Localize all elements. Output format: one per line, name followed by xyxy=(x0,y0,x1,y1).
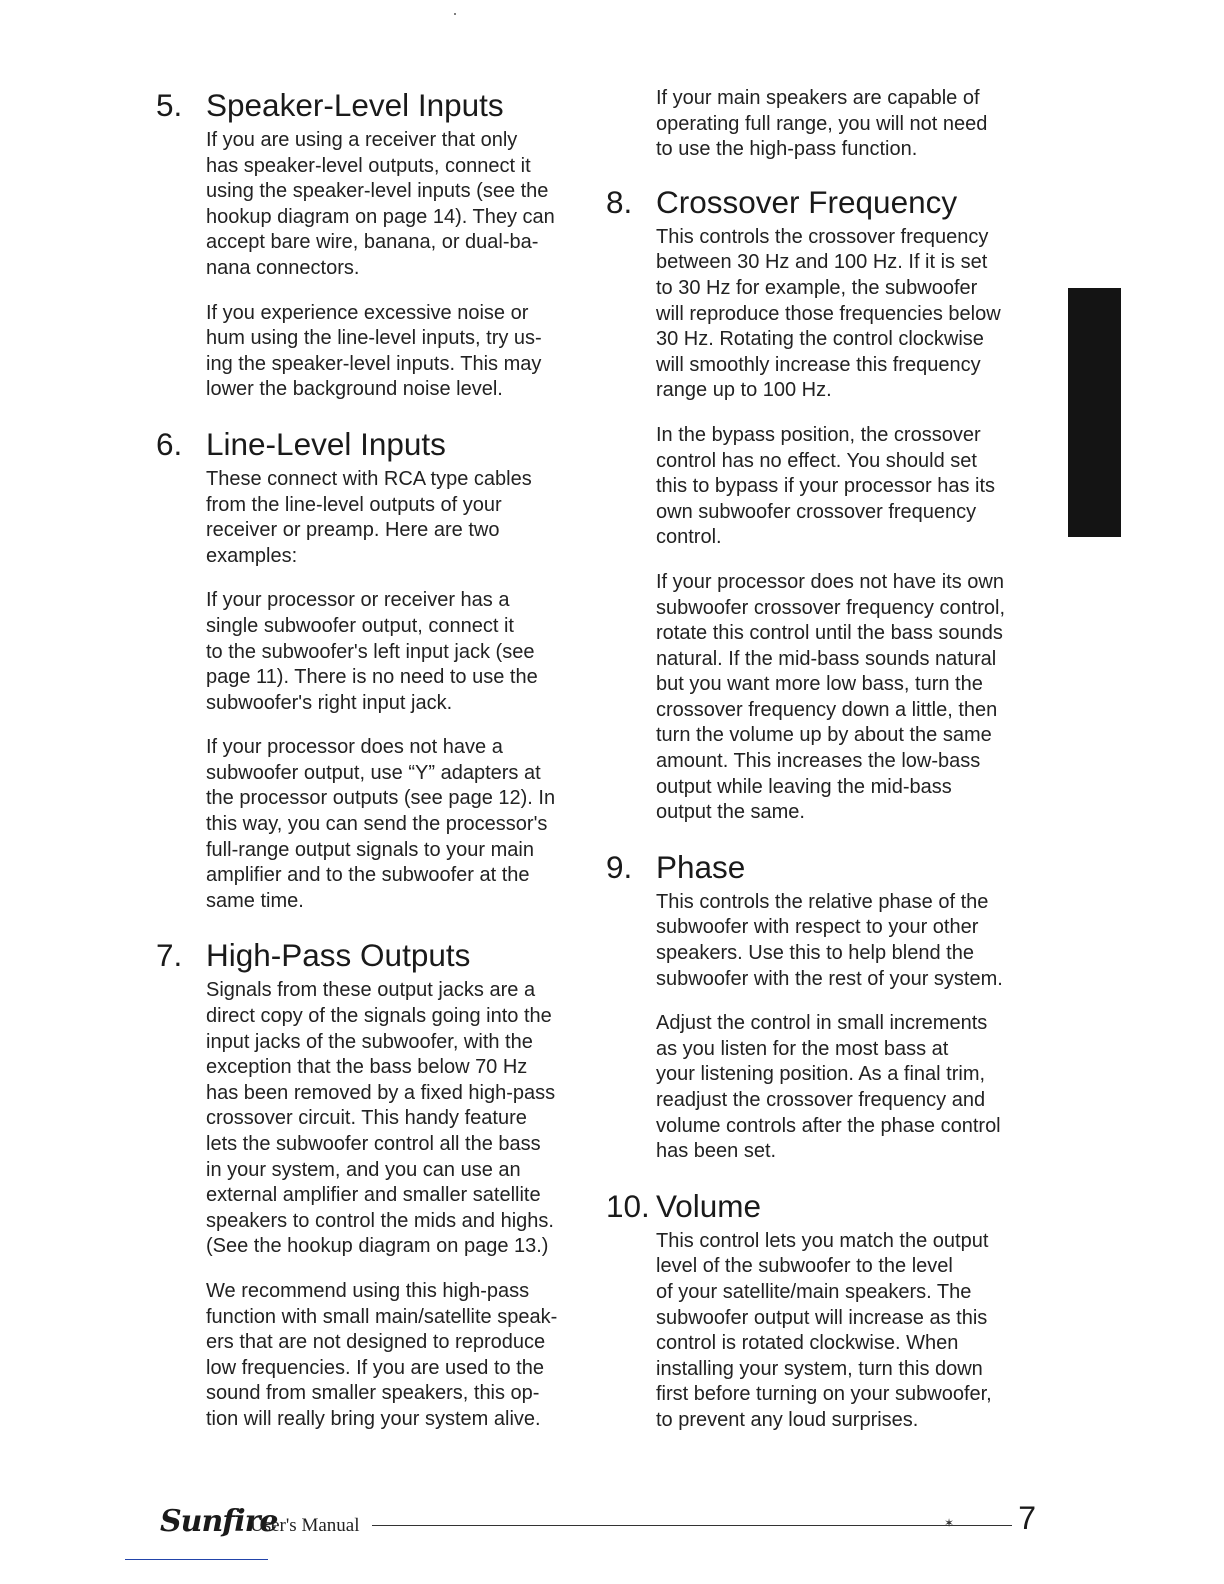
star-icon: ✶ xyxy=(944,1516,955,1530)
section-heading xyxy=(606,183,1046,221)
paragraph: If you are using a receiver that only has speaker-level outputs, connect it using the speaker-level inputs (see the hookup diagram on page 14). They can accept bare wire, banana, or dual-ba- nana connectors. xyxy=(206,129,555,279)
page-number: 7 xyxy=(1018,1500,1036,1536)
section-volume xyxy=(606,1187,1046,1434)
brand-logo: Sunfire xyxy=(160,1504,278,1539)
paragraph: If your processor or receiver has a single subwoofer output, connect it to the subwoofer's left input jack (see page 11). There is no need to use the subwoofer's right input jack. xyxy=(206,589,538,714)
paragraph: If your main speakers are capable of operating full range, you will not need to use the high-pass function. xyxy=(656,87,988,161)
section-title: Volume xyxy=(656,1187,762,1224)
right-column xyxy=(606,86,1046,1434)
section-high-pass-outputs xyxy=(156,936,596,1432)
section-heading xyxy=(606,1187,1046,1225)
paragraph: Adjust the control in small increments as you listen for the most bass at your listening position. As a final trim, readjust the crossover frequency and volume controls after the phase control has been set. xyxy=(656,1012,1001,1163)
paragraph: These connect with RCA type cables from the line-level outputs of your receiver or preamp. Here are two examples: xyxy=(206,467,532,567)
paragraph: We recommend using this high-pass function with small main/satellite speak- ers that are not designed to reproduce low frequencies. If you are used to the sound from smaller speakers, this op- tion will really bring your system alive. xyxy=(206,1279,558,1430)
section-number: 8. xyxy=(606,183,633,220)
section-title: Phase xyxy=(656,848,746,885)
paragraph: If your processor does not have its own subwoofer crossover frequency control, rotate this control until the bass sounds natural. If the mid-bass sounds natural but you want more low bass, turn the crossover frequency down a little, then turn the volume up by about the same amount. This increases the low-bass output while leaving the mid-bass output the same. xyxy=(656,570,1006,824)
section-heading xyxy=(156,425,596,463)
paragraph: If your processor does not have a subwoofer output, use “Y” adapters at the processor outputs (see page 12). In this way, you can send the processor's full-range output signals to your main amplifier and to the subwoofer at the same time. xyxy=(206,736,556,912)
section-number: 10. xyxy=(606,1187,650,1224)
section-number: 5. xyxy=(156,87,183,123)
paragraph: This controls the relative phase of the subwoofer with respect to your other speakers. Use this to help blend the subwoofer with the rest of your system. xyxy=(656,890,1003,990)
paragraph: Signals from these output jacks are a direct copy of the signals going into the input jacks of the subwoofer, with the exception that the bass below 70 Hz has been removed by a fixed high-pass crossover circuit. This handy feature lets the subwoofer control all the bass in your system, and you can use an external amplifier and smaller satellite speakers to control the mids and highs. (See the hookup diagram on page 13.) xyxy=(206,979,556,1258)
section-title: High-Pass Outputs xyxy=(206,937,471,974)
section-number: 6. xyxy=(156,425,183,462)
chapter-tab-marker xyxy=(1068,288,1121,537)
section-heading xyxy=(606,848,1046,886)
left-column xyxy=(156,86,596,1433)
paragraph: This controls the crossover frequency between 30 Hz and 100 Hz. If it is set to 30 Hz for example, the subwoofer will reproduce those frequencies below 30 Hz. Rotating the control clockwise will smoothly increase this frequency range up to 100 Hz. xyxy=(656,225,1001,402)
scan-speck xyxy=(454,13,456,15)
section-crossover-frequency xyxy=(606,183,1046,826)
section-title: Crossover Frequency xyxy=(656,183,958,220)
section-title: Line-Level Inputs xyxy=(206,425,446,462)
paragraph: In the bypass position, the crossover control has no effect. You should set this to bypass if your processor has its own subwoofer crossover frequency control. xyxy=(656,423,996,549)
footer-rule xyxy=(372,1525,1012,1526)
section-title: Speaker-Level Inputs xyxy=(206,87,504,123)
scan-edge-line xyxy=(125,1559,268,1560)
section-line-level-inputs xyxy=(156,425,596,915)
section-number: 7. xyxy=(156,937,183,974)
page-footer xyxy=(160,1500,1040,1540)
section-speaker-level-inputs xyxy=(156,86,596,403)
section-number: 9. xyxy=(606,848,633,885)
paragraph: This control lets you match the output level of the subwoofer to the level of your satellite/main speakers. The subwoofer output will increase as this control is rotated clockwise. When installing your system, turn this down first before turning on your subwoofer, to prevent any loud surprises. xyxy=(656,1229,992,1431)
lead-paragraph xyxy=(656,86,1046,163)
section-heading xyxy=(156,86,596,124)
section-phase xyxy=(606,848,1046,1165)
manual-label: User's Manual xyxy=(250,1515,360,1536)
paragraph: If you experience excessive noise or hum using the line-level inputs, try us- ing the speaker-level inputs. This may lower the background noise level. xyxy=(206,301,542,401)
section-heading xyxy=(156,936,596,974)
